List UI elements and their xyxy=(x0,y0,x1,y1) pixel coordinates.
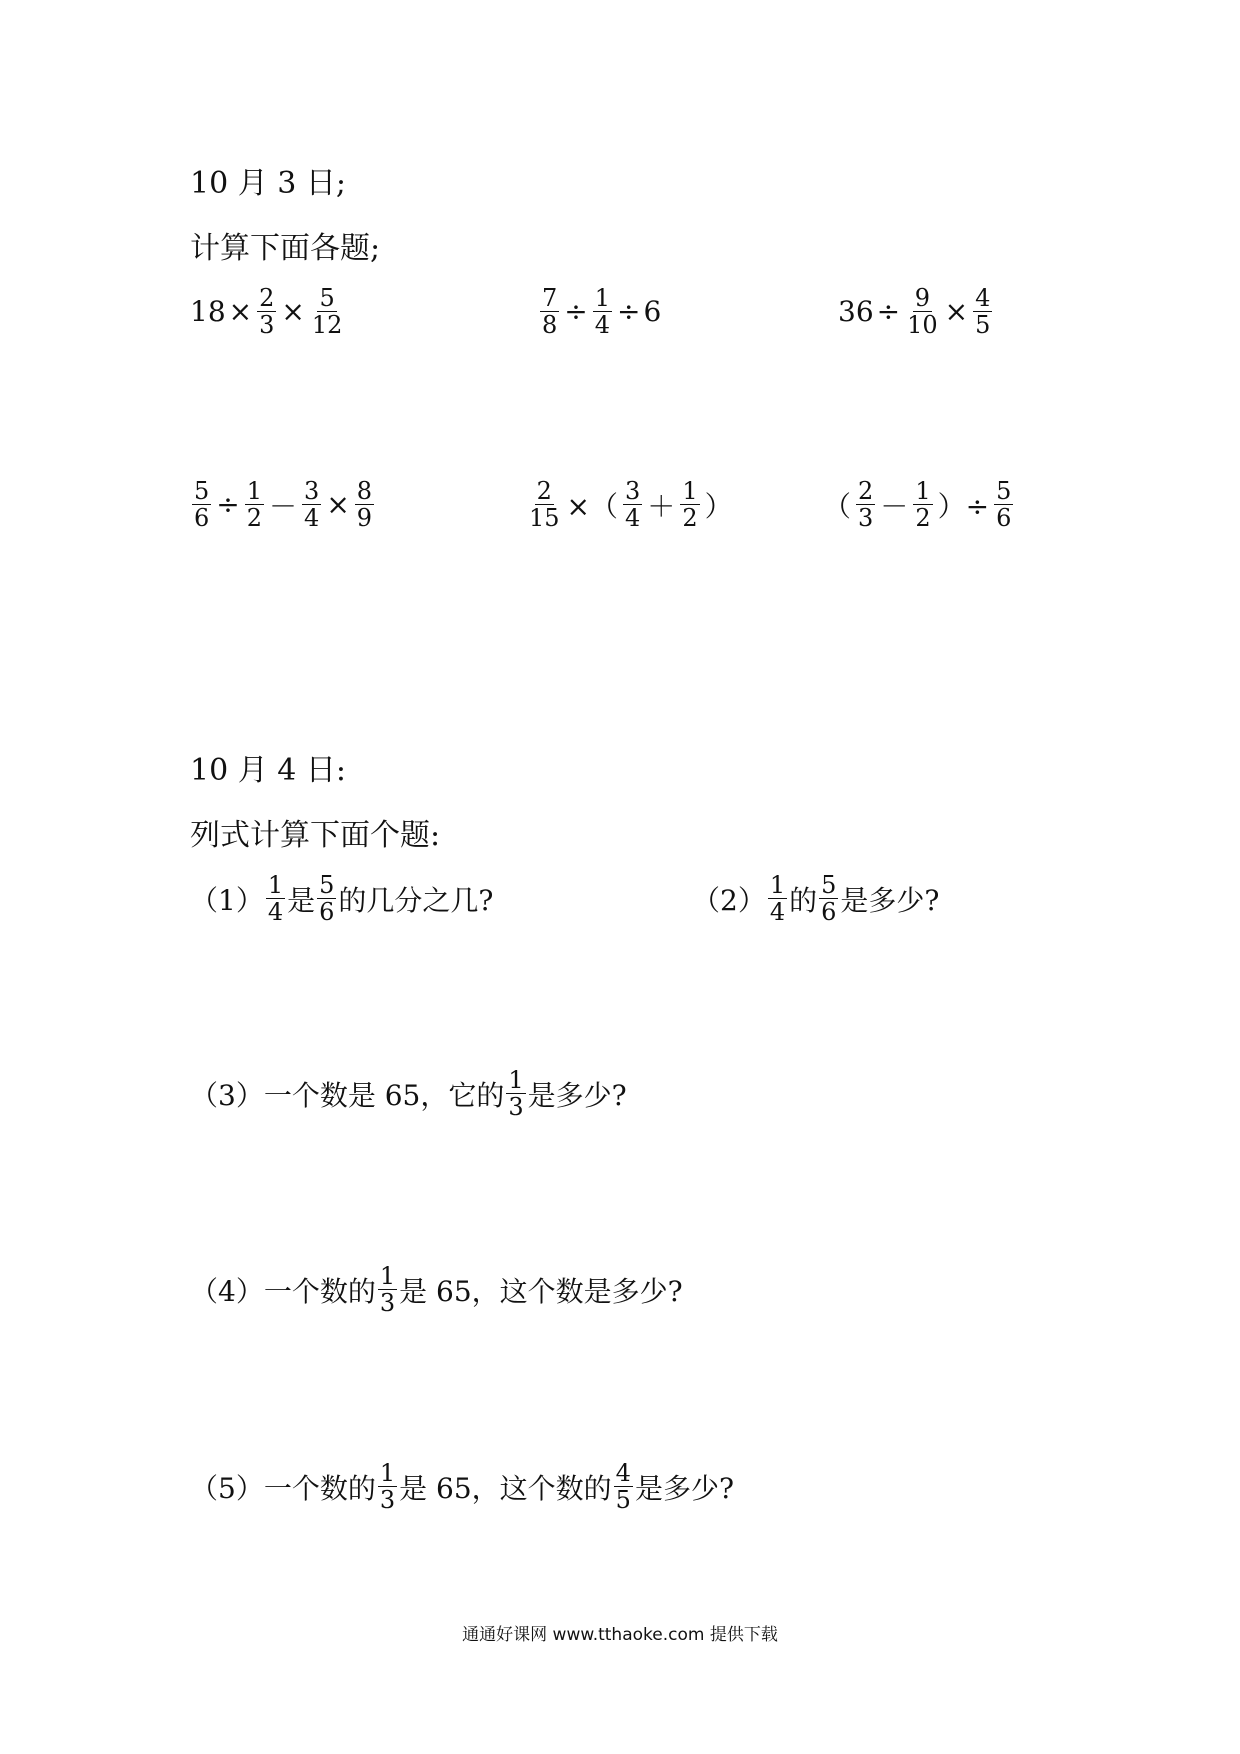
denominator: 3 xyxy=(508,1093,524,1121)
denominator: 4 xyxy=(304,504,320,532)
problem-2 xyxy=(538,285,661,338)
numerator: 9 xyxy=(914,284,931,312)
fraction xyxy=(614,1460,633,1513)
numerator: 2 xyxy=(536,477,552,505)
numerator: 5 xyxy=(194,477,210,505)
numerator: 5 xyxy=(821,871,837,899)
question-text: 是多少? xyxy=(634,1471,734,1505)
denominator: 9 xyxy=(356,504,373,532)
denominator: 3 xyxy=(259,311,275,339)
numerator: 1 xyxy=(682,477,698,505)
numerator: 2 xyxy=(259,284,275,312)
fraction xyxy=(768,872,787,925)
question-text: 是 xyxy=(287,883,316,917)
denominator: 15 xyxy=(529,504,560,532)
day2-instruction: 列式计算下面个题: xyxy=(190,818,441,853)
question-text: 是 65，这个数的 xyxy=(399,1471,612,1505)
question-text: 的几分之几? xyxy=(338,883,494,917)
day1-instruction: 计算下面各题; xyxy=(190,231,381,266)
operator: （ xyxy=(823,489,852,523)
denominator: 6 xyxy=(821,898,837,926)
denominator: 3 xyxy=(858,504,874,532)
operator: × xyxy=(281,295,305,328)
question-text: 一个数的 xyxy=(263,1471,376,1505)
numerator: 4 xyxy=(615,1459,631,1487)
fraction xyxy=(819,872,838,925)
operator: ）÷ xyxy=(937,489,990,523)
operator: ×（ xyxy=(566,489,619,523)
fraction xyxy=(192,478,211,531)
fraction xyxy=(680,478,699,531)
operator: － xyxy=(880,489,909,523)
numerator: 4 xyxy=(975,284,991,312)
denominator: 4 xyxy=(625,504,641,532)
fraction xyxy=(856,478,875,531)
day1-heading: 10 月 3 日; xyxy=(190,166,346,201)
day2-heading: 10 月 4 日: xyxy=(190,753,346,788)
fraction xyxy=(378,1263,397,1316)
denominator: 5 xyxy=(615,1486,631,1514)
operator: ÷ xyxy=(564,295,588,328)
denominator: 10 xyxy=(907,311,938,339)
denominator: 4 xyxy=(769,898,786,926)
numerator: 7 xyxy=(542,284,558,312)
fraction xyxy=(973,285,992,338)
numerator: 2 xyxy=(858,477,874,505)
question-number: （5） xyxy=(190,1471,264,1505)
operator: ） xyxy=(704,489,733,523)
fraction xyxy=(310,285,345,338)
fraction xyxy=(266,872,285,925)
question-4 xyxy=(190,1263,683,1316)
denominator: 4 xyxy=(594,311,611,339)
numerator: 5 xyxy=(319,871,335,899)
denominator: 2 xyxy=(682,504,698,532)
denominator: 3 xyxy=(379,1486,396,1514)
question-1 xyxy=(190,872,493,925)
question-number: （4） xyxy=(190,1274,264,1308)
fraction xyxy=(317,872,336,925)
fraction xyxy=(540,285,559,338)
question-text: 是多少? xyxy=(527,1078,627,1112)
fraction xyxy=(355,478,374,531)
question-text: 是 65，这个数是多少? xyxy=(399,1274,683,1308)
fraction xyxy=(378,1460,397,1513)
question-3 xyxy=(190,1067,627,1120)
numerator: 1 xyxy=(267,871,284,899)
operator: × xyxy=(326,488,350,521)
question-text: 的 xyxy=(789,883,818,917)
problem-6 xyxy=(820,478,1015,531)
operator: － xyxy=(269,489,298,523)
fraction xyxy=(257,285,276,338)
denominator: 5 xyxy=(975,311,991,339)
numerator: 5 xyxy=(996,477,1012,505)
fraction xyxy=(913,478,932,531)
numerator: 1 xyxy=(508,1066,524,1094)
number: 18 xyxy=(190,295,226,328)
numerator: 1 xyxy=(246,477,263,505)
number: 6 xyxy=(643,295,662,328)
fraction xyxy=(302,478,321,531)
question-number: （1） xyxy=(190,883,264,917)
problem-4 xyxy=(190,478,376,531)
denominator: 2 xyxy=(915,504,931,532)
operator: ÷ xyxy=(216,488,240,521)
fraction xyxy=(994,478,1013,531)
fraction xyxy=(245,478,264,531)
operator: × xyxy=(228,295,253,328)
numerator: 8 xyxy=(356,477,373,505)
problem-3 xyxy=(838,285,994,338)
question-5 xyxy=(190,1460,734,1513)
question-2 xyxy=(692,872,939,925)
fraction xyxy=(593,285,612,338)
operator: × xyxy=(944,295,969,328)
fraction xyxy=(623,478,642,531)
question-number: （2） xyxy=(692,883,766,917)
number: 36 xyxy=(838,295,874,328)
operator: ÷ xyxy=(617,295,641,328)
operator: ÷ xyxy=(876,295,901,328)
question-text: 是多少? xyxy=(840,883,940,917)
denominator: 8 xyxy=(542,311,558,339)
denominator: 6 xyxy=(194,504,210,532)
numerator: 1 xyxy=(379,1459,396,1487)
fraction xyxy=(506,1067,525,1120)
fraction xyxy=(905,285,940,338)
denominator: 12 xyxy=(311,311,343,339)
problem-1 xyxy=(190,285,346,338)
fraction xyxy=(527,478,562,531)
operator: ＋ xyxy=(647,489,676,523)
numerator: 1 xyxy=(379,1262,396,1290)
question-text: 一个数的 xyxy=(263,1274,376,1308)
numerator: 3 xyxy=(304,477,320,505)
numerator: 1 xyxy=(769,871,786,899)
numerator: 5 xyxy=(319,284,335,312)
footer-download-note: 通通好课网 www.tthaoke.com 提供下载 xyxy=(462,1625,778,1645)
denominator: 4 xyxy=(267,898,284,926)
numerator: 1 xyxy=(594,284,611,312)
denominator: 6 xyxy=(996,504,1012,532)
denominator: 2 xyxy=(246,504,263,532)
problem-5 xyxy=(525,478,736,531)
numerator: 1 xyxy=(915,477,931,505)
question-number: （3） xyxy=(190,1078,264,1112)
denominator: 6 xyxy=(319,898,335,926)
denominator: 3 xyxy=(379,1289,396,1317)
numerator: 3 xyxy=(625,477,641,505)
question-text: 一个数是 65，它的 xyxy=(263,1078,505,1112)
